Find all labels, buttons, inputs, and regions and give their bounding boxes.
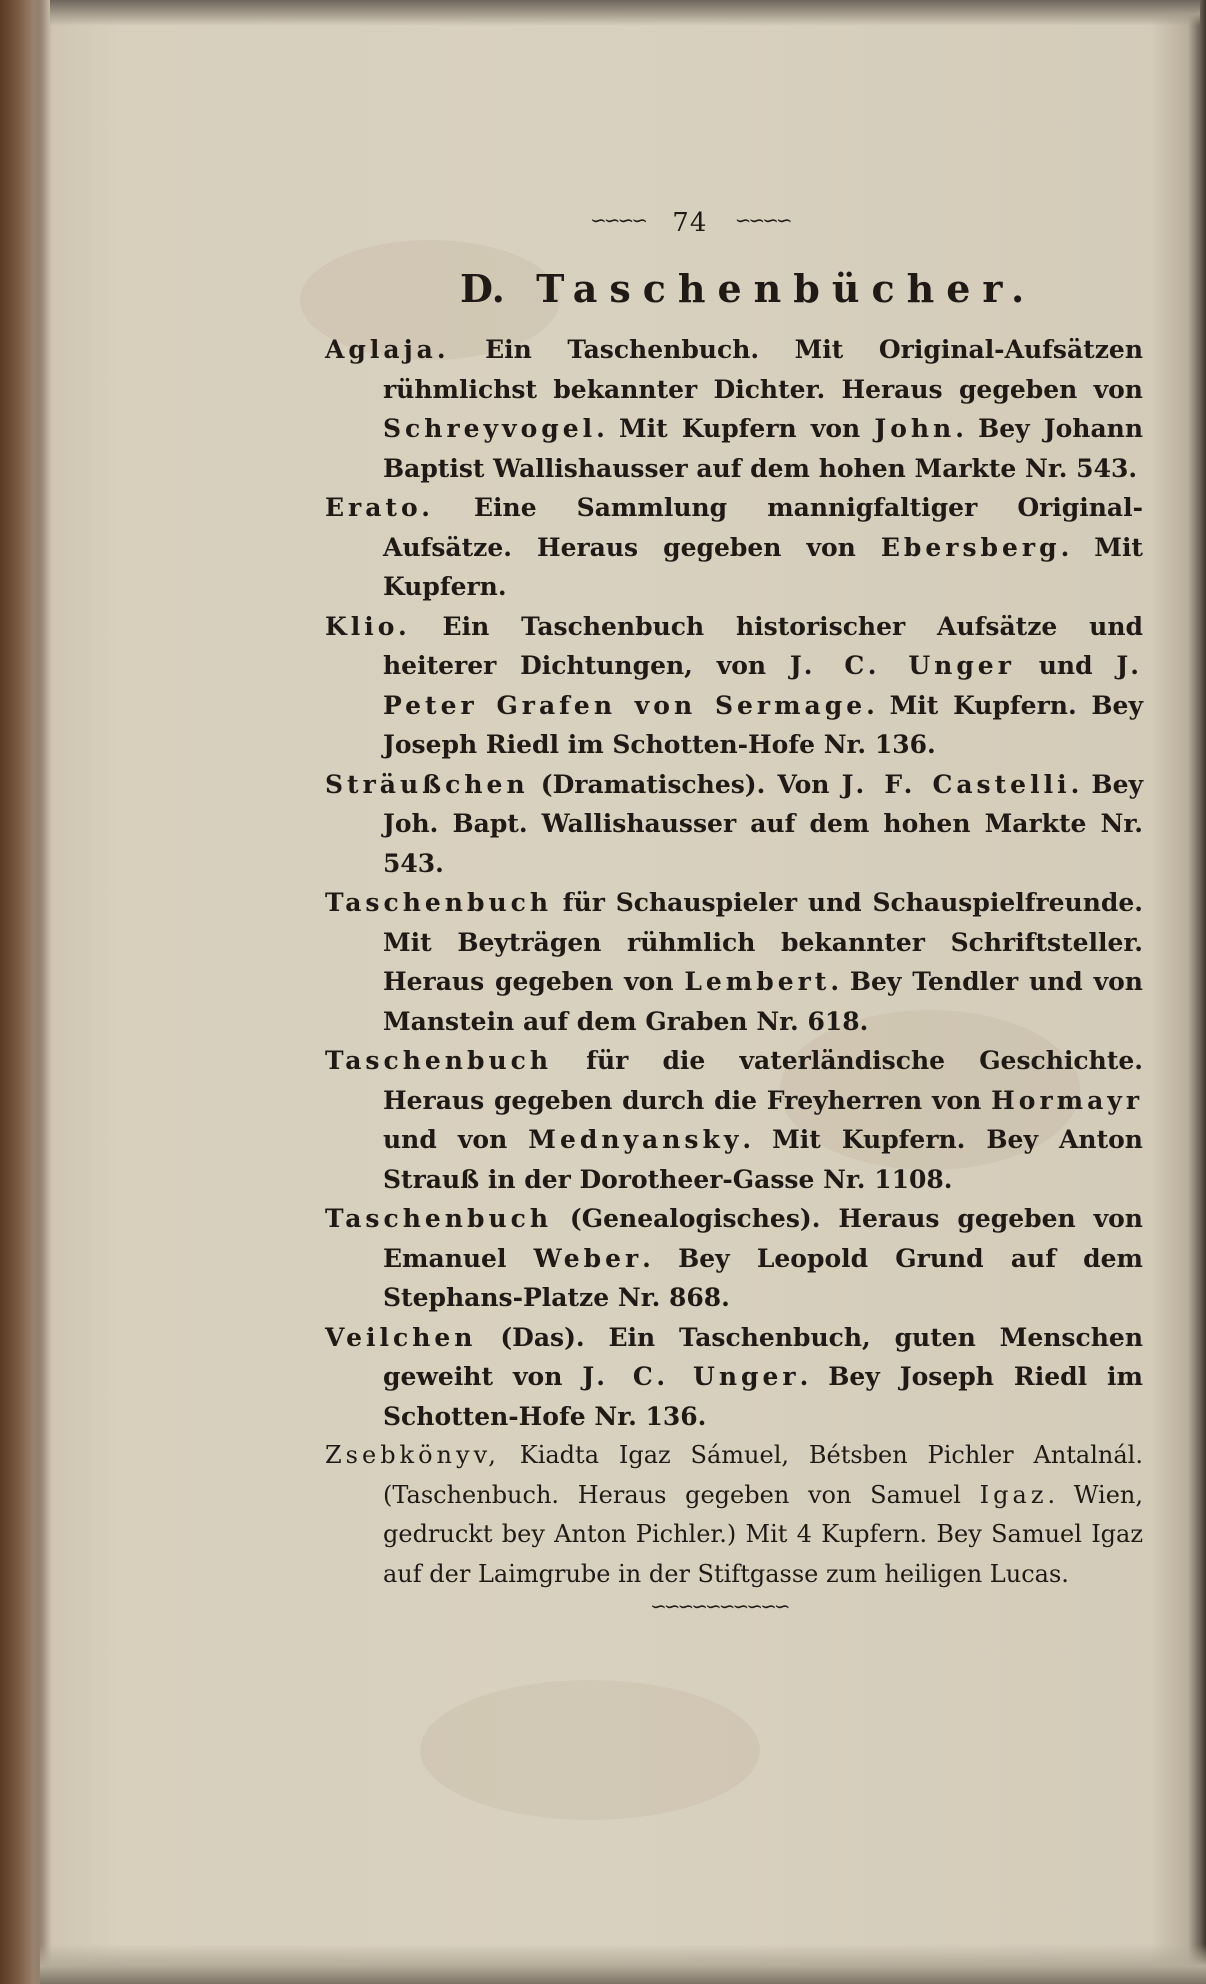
entry-spaced-name: J. F. Castelli bbox=[841, 769, 1071, 799]
entry-text: und bbox=[1014, 651, 1117, 680]
entry-text: . Wien, gedruckt bey Anton Pichler.) Mit 4 Kupfern. Bey Samuel Igaz auf der Laimgrube in der Stiftgasse zum heiligen Lucas. bbox=[383, 1480, 1144, 1588]
section-title: Taschenbücher. bbox=[536, 266, 1037, 311]
section-label: D. bbox=[460, 266, 505, 311]
section-heading bbox=[460, 266, 1036, 311]
entry-lead-word: Klio. bbox=[325, 611, 411, 641]
entry-text: . Bey Johann Baptist Wallishausser auf dem hohen Markte Nr. 543. bbox=[383, 414, 1143, 483]
entry-lead-word: Taschenbuch bbox=[325, 888, 553, 917]
entry-text: für Schauspieler und Schauspielfreunde. Mit Beyträgen rühmlich bekannter Schriftsteller. Heraus gegeben von bbox=[383, 888, 1143, 996]
entry-spaced-name: J. C. Unger bbox=[582, 1362, 800, 1391]
entry-text: . Mit Kupfern. Bey Joseph Riedl im Schotten-Hofe Nr. 136. bbox=[383, 690, 1143, 759]
entry-item bbox=[325, 1318, 1143, 1437]
entry-item bbox=[325, 330, 1143, 488]
entry-spaced-name: Ebersberg bbox=[880, 532, 1061, 562]
entry-lead-word: Taschenbuch bbox=[325, 1046, 553, 1075]
entry-item bbox=[325, 488, 1143, 607]
entry-text: (Das). Ein Taschenbuch, guten Menschen geweiht von bbox=[383, 1322, 1143, 1391]
entry-text: (Dramatisches). Von bbox=[528, 769, 842, 799]
entry-spaced-name: Schreyvogel bbox=[383, 414, 597, 443]
entry-item bbox=[325, 1041, 1143, 1199]
entry-list bbox=[325, 330, 1143, 1594]
entry-spaced-name: Weber bbox=[533, 1243, 643, 1273]
entry-text: . Bey Tendler und von Manstein auf dem Graben Nr. 618. bbox=[383, 967, 1143, 1036]
entry-text: (Genealogisches). Heraus gegeben von Emanuel bbox=[383, 1204, 1143, 1273]
entry-text: Ein Taschenbuch historischer Aufsätze und heiterer Dichtungen, von bbox=[383, 611, 1143, 680]
entry-text: Kiadta Igaz Sámuel, Bétsben Pichler Antalnál. (Taschenbuch. Heraus gegeben von Samuel bbox=[383, 1441, 1143, 1509]
page-number: 74 bbox=[672, 208, 708, 238]
entry-text: . Bey Joseph Riedl im Schotten-Hofe Nr. 136. bbox=[383, 1362, 1143, 1431]
entry-lead-word: Zsebkönyv, bbox=[325, 1441, 500, 1469]
entry-text: . Mit Kupfern. Bey Anton Strauß in der Dorotheer-Gasse Nr. 1108. bbox=[383, 1125, 1143, 1194]
ornament-left: ∽∽∽∽ bbox=[590, 208, 646, 232]
entry-text: Ein Taschenbuch. Mit Original-Aufsätzen rühmlichst bekannter Dichter. Heraus gegeben von bbox=[383, 335, 1143, 404]
entry-lead-word: Sträußchen bbox=[325, 769, 529, 799]
entry-text: für die vaterländische Geschichte. Heraus gegeben durch die Freyherren von bbox=[383, 1046, 1143, 1115]
entry-text: . Mit Kupfern von bbox=[596, 414, 875, 443]
entry-text: Eine Sammlung mannigfaltiger Original-Aufsätze. Heraus gegeben von bbox=[383, 493, 1143, 562]
entry-text: und von bbox=[383, 1125, 529, 1154]
entry-spaced-name: Lembert bbox=[684, 967, 831, 996]
entry-spaced-name: J. Peter Grafen von Sermage bbox=[383, 651, 1143, 720]
entry-spaced-name: Mednyansky bbox=[528, 1125, 743, 1154]
entry-spaced-name: Igaz bbox=[979, 1480, 1048, 1509]
entry-text: . Mit Kupfern. bbox=[383, 532, 1143, 601]
entry-lead-word: Veilchen bbox=[325, 1322, 477, 1352]
entry-item bbox=[325, 1436, 1143, 1594]
ornament-right: ∽∽∽∽ bbox=[734, 208, 790, 232]
tailpiece-ornament: ∽∽∽∽∽∽∽∽∽∽ bbox=[650, 1594, 788, 1618]
entry-text: . Bey Leopold Grund auf dem Stephans-Platze Nr. 868. bbox=[383, 1243, 1143, 1312]
entry-lead-word: Aglaja. bbox=[325, 335, 450, 364]
entry-lead-word: Erato. bbox=[325, 493, 434, 522]
entry-spaced-name: Hormayr bbox=[991, 1085, 1143, 1115]
entry-lead-word: Taschenbuch bbox=[325, 1204, 553, 1233]
entry-item bbox=[325, 883, 1143, 1041]
entry-item bbox=[325, 1199, 1143, 1318]
entry-spaced-name: John bbox=[874, 414, 956, 443]
running-header bbox=[590, 208, 850, 238]
entry-item bbox=[325, 765, 1143, 884]
entry-item bbox=[325, 607, 1143, 765]
entry-spaced-name: J. C. Unger bbox=[789, 651, 1015, 680]
entry-text: . Bey Joh. Bapt. Wallishausser auf dem hohen Markte Nr. 543. bbox=[383, 769, 1143, 878]
